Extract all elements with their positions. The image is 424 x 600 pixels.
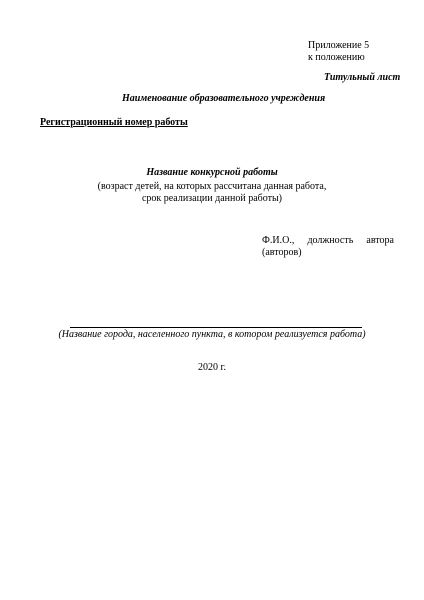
author-fio: Ф.И.О., xyxy=(262,235,295,246)
authors-plural: (авторов) xyxy=(262,247,302,258)
registration-number-label: Регистрационный номер работы xyxy=(40,117,188,128)
work-description-line2: срок реализации данной работы) xyxy=(141,193,283,204)
author-line xyxy=(262,235,394,247)
city-divider-line xyxy=(70,327,362,328)
appendix-reference xyxy=(308,40,369,64)
author-position: должность xyxy=(307,235,354,246)
year: 2020 г. xyxy=(198,362,226,373)
appendix-regulation: к положению xyxy=(308,52,365,63)
work-description-line1: (возраст детей, на которых рассчитана данная работа, xyxy=(97,181,327,192)
appendix-number: Приложение 5 xyxy=(308,40,370,51)
work-title: Название конкурсной работы xyxy=(146,167,278,178)
city-name: (Название города, населенного пункта, в котором реализуется работа) xyxy=(58,329,366,340)
institution-name: Наименование образовательного учреждения xyxy=(122,93,326,104)
author-word: автора xyxy=(366,235,394,246)
title-sheet-label: Титульный лист xyxy=(324,72,401,83)
